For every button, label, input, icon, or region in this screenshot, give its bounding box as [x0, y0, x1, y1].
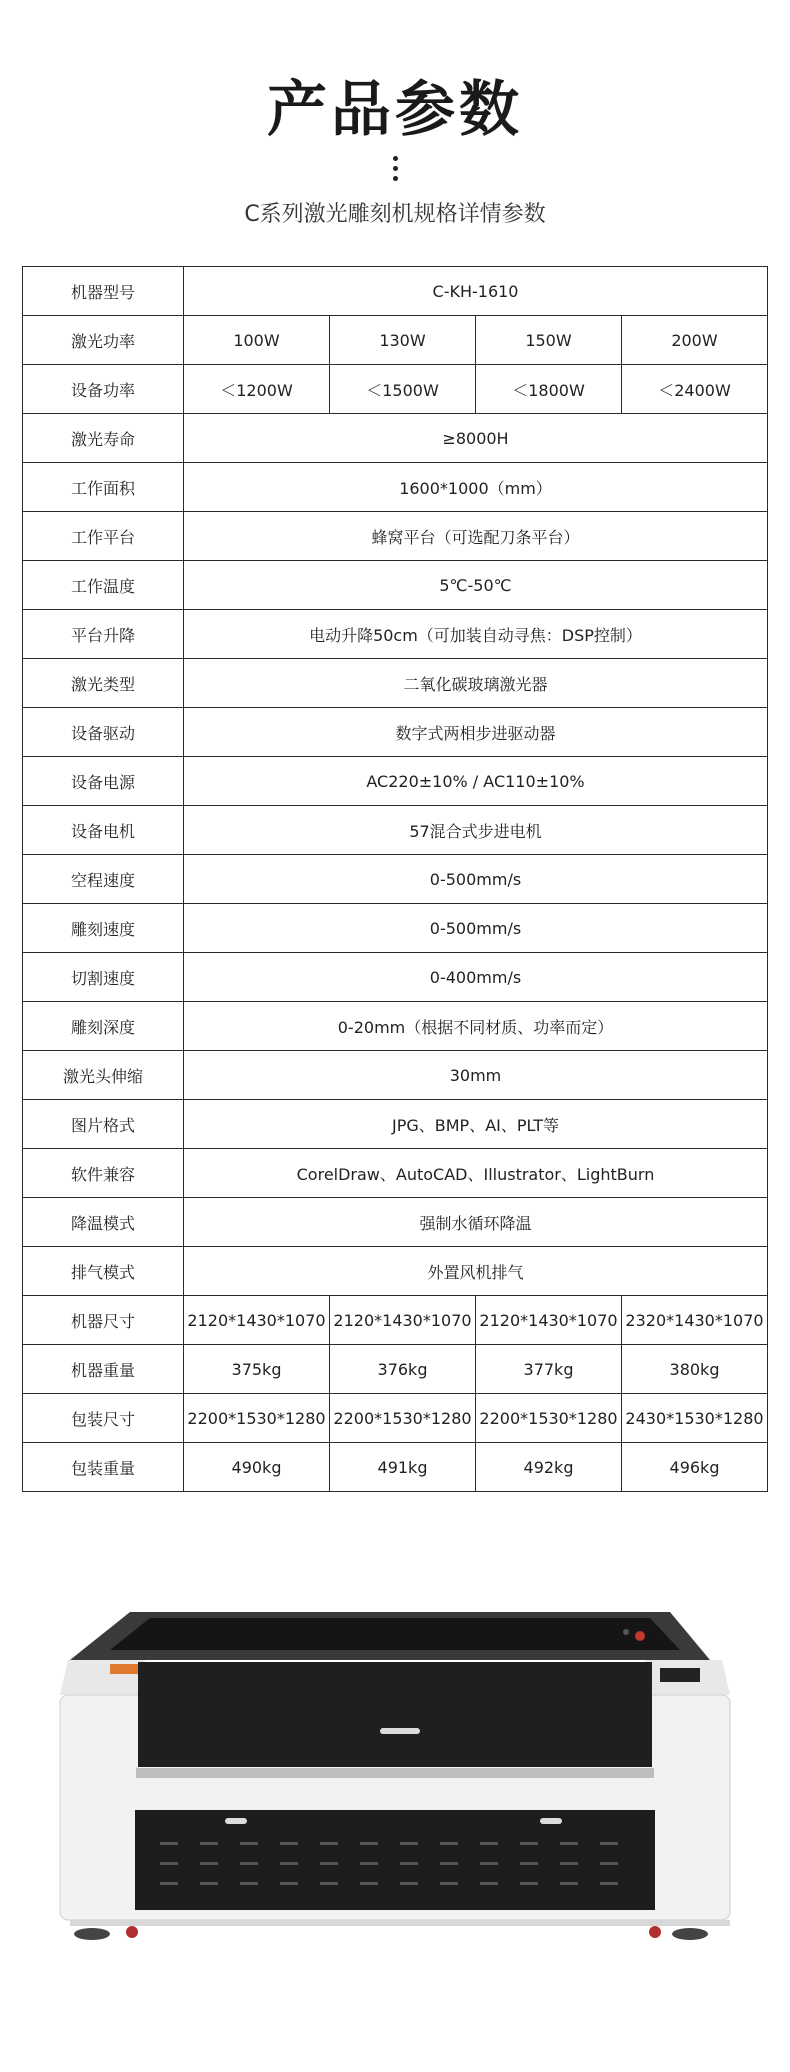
table-row [23, 561, 768, 610]
spec-label: 设备功率 [23, 365, 184, 414]
spec-label: 机器重量 [23, 1345, 184, 1394]
spec-value: 二氧化碳玻璃激光器 [184, 659, 768, 708]
table-row [23, 1149, 768, 1198]
spec-label: 工作面积 [23, 463, 184, 512]
table-row [23, 1051, 768, 1100]
spec-value: ＜1800W [476, 365, 622, 414]
table-row [23, 1394, 768, 1443]
spec-label: 平台升降 [23, 610, 184, 659]
spec-value: 57混合式步进电机 [184, 806, 768, 855]
table-row [23, 610, 768, 659]
spec-label: 包装尺寸 [23, 1394, 184, 1443]
spec-label: 激光寿命 [23, 414, 184, 463]
spec-label: 降温模式 [23, 1198, 184, 1247]
spec-value: 5℃-50℃ [184, 561, 768, 610]
table-row [23, 855, 768, 904]
table-row [23, 512, 768, 561]
spec-label: 设备驱动 [23, 708, 184, 757]
spec-label: 工作温度 [23, 561, 184, 610]
spec-label: 包装重量 [23, 1443, 184, 1492]
spec-value: 1600*1000（mm） [184, 463, 768, 512]
spec-value: AC220±10% / AC110±10% [184, 757, 768, 806]
spec-value: 100W [184, 316, 330, 365]
spec-label: 激光功率 [23, 316, 184, 365]
spec-value: ＜1500W [330, 365, 476, 414]
spec-value: 蜂窝平台（可选配刀条平台） [184, 512, 768, 561]
spec-value: 375kg [184, 1345, 330, 1394]
spec-label: 雕刻速度 [23, 904, 184, 953]
spec-value: 外置风机排气 [184, 1247, 768, 1296]
table-row [23, 1443, 768, 1492]
spec-label: 设备电源 [23, 757, 184, 806]
spec-value: JPG、BMP、AI、PLT等 [184, 1100, 768, 1149]
table-row [23, 365, 768, 414]
table-row [23, 1002, 768, 1051]
spec-table [22, 266, 768, 1492]
spec-label: 机器尺寸 [23, 1296, 184, 1345]
spec-label: 激光类型 [23, 659, 184, 708]
spec-value: 150W [476, 316, 622, 365]
table-row [23, 316, 768, 365]
table-row [23, 904, 768, 953]
spec-label: 机器型号 [23, 267, 184, 316]
spec-value: 2320*1430*1070 [622, 1296, 768, 1345]
table-row [23, 1345, 768, 1394]
spec-value: 2120*1430*1070 [330, 1296, 476, 1345]
spec-label: 激光头伸缩 [23, 1051, 184, 1100]
spec-value: 0-20mm（根据不同材质、功率而定） [184, 1002, 768, 1051]
lid-handle-icon [380, 1728, 420, 1734]
spec-value: CorelDraw、AutoCAD、Illustrator、LightBurn [184, 1149, 768, 1198]
spec-value: 2200*1530*1280 [330, 1394, 476, 1443]
spec-value: 380kg [622, 1345, 768, 1394]
spec-value: 30mm [184, 1051, 768, 1100]
spec-value: 强制水循环降温 [184, 1198, 768, 1247]
page-title: 产品参数 [267, 75, 523, 145]
spec-value: 492kg [476, 1443, 622, 1492]
spec-label: 雕刻深度 [23, 1002, 184, 1051]
spec-value: 数字式两相步进驱动器 [184, 708, 768, 757]
spec-value: 2120*1430*1070 [476, 1296, 622, 1345]
spec-value: 2200*1530*1280 [476, 1394, 622, 1443]
table-row [23, 757, 768, 806]
table-row [23, 463, 768, 512]
vertical-dots-icon [393, 156, 399, 186]
laser-machine-image [50, 1600, 740, 1970]
table-row [23, 953, 768, 1002]
spec-value: ≥8000H [184, 414, 768, 463]
spec-value: 376kg [330, 1345, 476, 1394]
spec-label: 图片格式 [23, 1100, 184, 1149]
table-row [23, 806, 768, 855]
emergency-stop-icon [635, 1631, 645, 1641]
spec-value: 200W [622, 316, 768, 365]
spec-value: 491kg [330, 1443, 476, 1492]
spec-value: 2120*1430*1070 [184, 1296, 330, 1345]
spec-label: 工作平台 [23, 512, 184, 561]
spec-value: 377kg [476, 1345, 622, 1394]
spec-value: 496kg [622, 1443, 768, 1492]
spec-value: 130W [330, 316, 476, 365]
spec-value: 电动升降50cm（可加装自动寻焦：DSP控制） [184, 610, 768, 659]
table-row [23, 1198, 768, 1247]
spec-label: 设备电机 [23, 806, 184, 855]
table-row [23, 708, 768, 757]
spec-value: 2200*1530*1280 [184, 1394, 330, 1443]
spec-label: 软件兼容 [23, 1149, 184, 1198]
spec-label: 切割速度 [23, 953, 184, 1002]
spec-label: 空程速度 [23, 855, 184, 904]
table-row [23, 1296, 768, 1345]
spec-value: 0-500mm/s [184, 904, 768, 953]
spec-value: 490kg [184, 1443, 330, 1492]
warning-label-icon [110, 1664, 138, 1674]
spec-label: 排气模式 [23, 1247, 184, 1296]
table-row [23, 267, 768, 316]
spec-value: C-KH-1610 [184, 267, 768, 316]
spec-value: 0-400mm/s [184, 953, 768, 1002]
table-row [23, 1247, 768, 1296]
table-row [23, 1100, 768, 1149]
spec-value: ＜2400W [622, 365, 768, 414]
page-subtitle: C系列激光雕刻机规格详情参数 [244, 202, 546, 227]
table-row [23, 414, 768, 463]
table-row [23, 659, 768, 708]
spec-value: ＜1200W [184, 365, 330, 414]
spec-value: 0-500mm/s [184, 855, 768, 904]
spec-value: 2430*1530*1280 [622, 1394, 768, 1443]
